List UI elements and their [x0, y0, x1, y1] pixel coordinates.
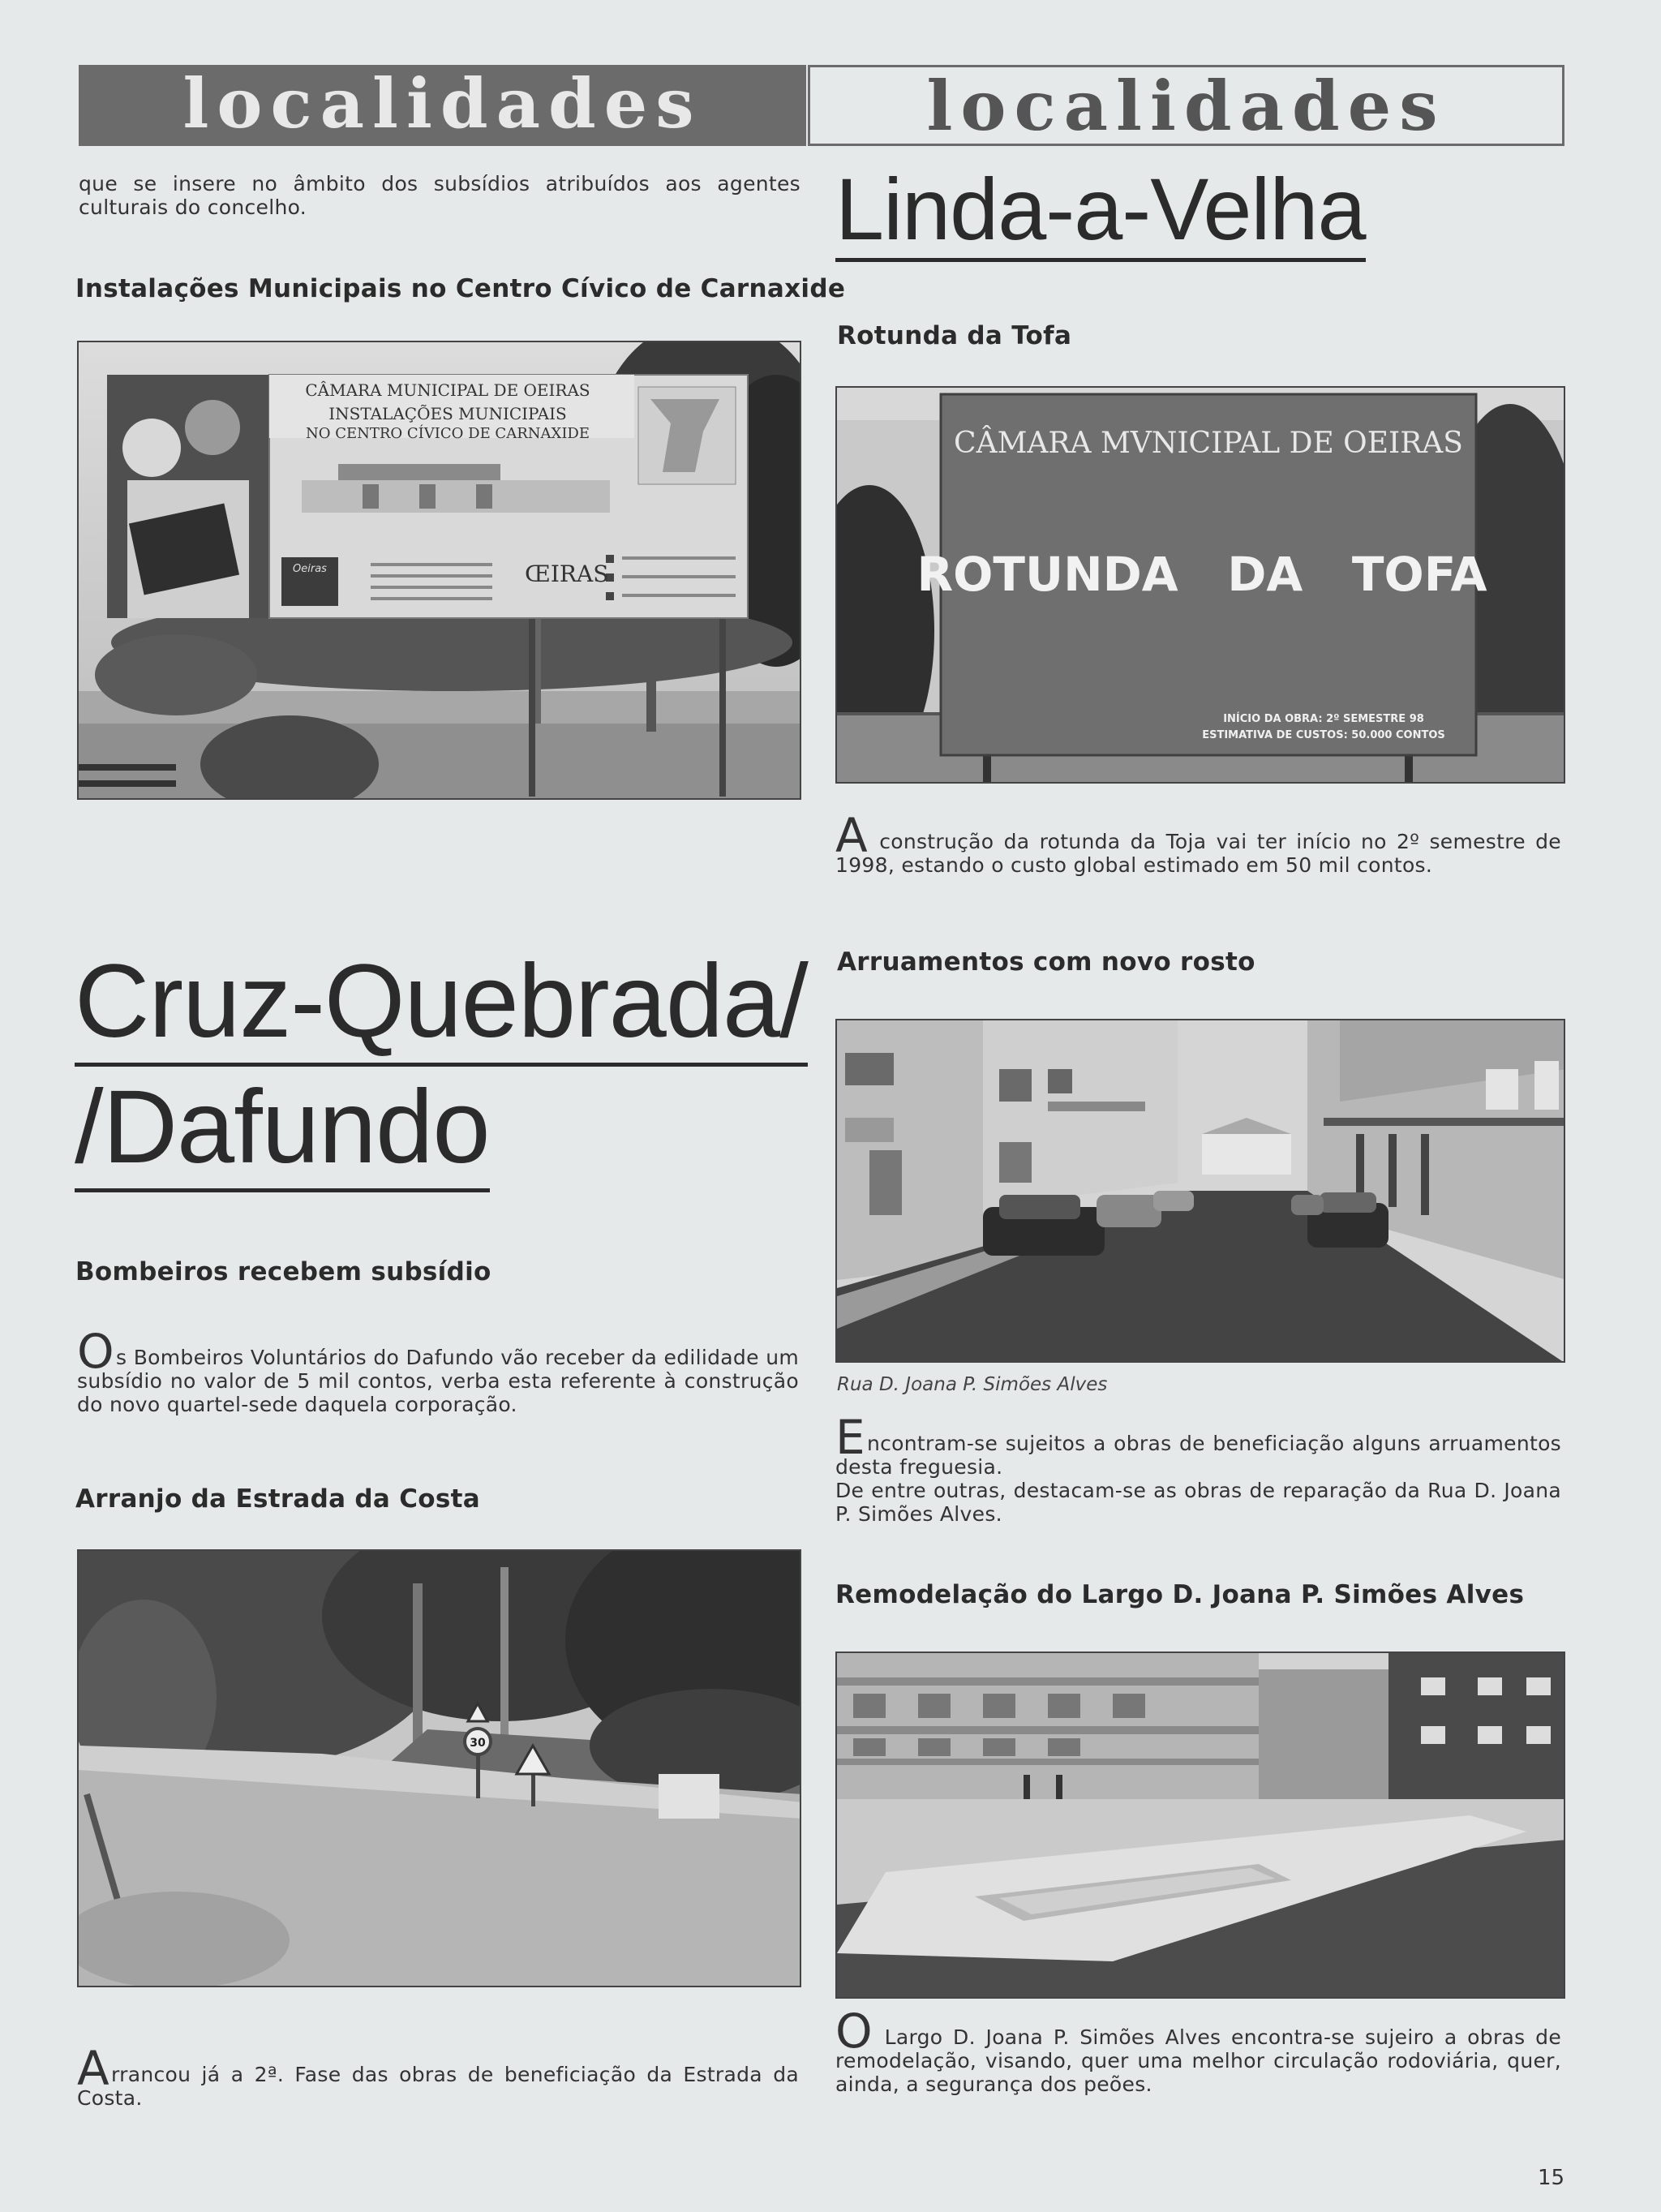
tofa-body: construção da rotunda da Toja vai ter início no 2º semestre de 1998, estando o custo global estimado em 50 mil contos. [835, 830, 1561, 877]
tofa-text [835, 808, 1561, 877]
arruamentos-photo [835, 1019, 1565, 1363]
arruamentos-dropcap: E [835, 1410, 865, 1465]
largo-dropcap: O [835, 2004, 873, 2059]
section-title-cruz-quebrada [75, 941, 808, 1192]
largo-text [835, 2004, 1561, 2096]
arruamentos-body1: ncontram-se sujeitos a obras de beneficiação alguns arruamentos desta freguesia. [835, 1432, 1561, 1479]
arruamentos-caption: Rua D. Joana P. Simões Alves [837, 1374, 1108, 1395]
estrada-photo [77, 1549, 801, 1987]
estrada-text [77, 2041, 799, 2110]
tofa-sign-line1: CÂMARA MVNICIPAL DE OEIRAS [954, 427, 1463, 460]
intro-text: que se insere no âmbito dos subsídios atribuídos aos agentes culturais do concelho. [79, 172, 800, 219]
arruamentos-text [835, 1410, 1561, 1526]
largo-body: Largo D. Joana P. Simões Alves encontra-se sujeiro a obras de remodelação, visando, quer uma melhor circulação rodoviária, quer, ainda, a segurança dos peões. [835, 2025, 1561, 2096]
tofa-heading: Rotunda da Tofa [837, 321, 1072, 350]
section-banner-left: localidades [79, 65, 806, 146]
section-banner-right: localidades [808, 65, 1564, 146]
speed-sign: 30 [470, 1737, 486, 1750]
estrada-heading: Arranjo da Estrada da Costa [75, 1484, 480, 1514]
tofa-photo [835, 386, 1565, 784]
section-title-text: Linda-a-Velha [835, 161, 1366, 262]
estrada-body: rrancou já a 2ª. Fase das obras de beneficiação da Estrada da Costa. [77, 2063, 799, 2110]
tofa-sign-line4: ESTIMATIVA DE CUSTOS: 50.000 CONTOS [1202, 729, 1445, 741]
tofa-sign-line2: ROTUNDA DA TOFA [916, 547, 1487, 602]
arruamentos-body2: De entre outras, destacam-se as obras de reparação da Rua D. Joana P. Simões Alves. [835, 1479, 1561, 1526]
largo-photo [835, 1651, 1565, 1999]
largo-heading: Remodelação do Largo D. Joana P. Simões Alves [835, 1580, 1525, 1609]
svg-text:ŒIRAS: ŒIRAS [525, 561, 609, 587]
bombeiros-body: s Bombeiros Voluntários do Dafundo vão receber da edilidade um subsídio no valor de 5 mil contos, verba esta referente à construção do novo quartel-sede daquela corporação. [77, 1346, 799, 1416]
carnaxide-sign-line1: CÂMARA MUNICIPAL DE OEIRAS [305, 380, 590, 400]
section-title-line1: Cruz-Quebrada/ [75, 941, 808, 1067]
section-title-linda-a-velha [835, 161, 1366, 262]
section-title-line2: /Dafundo [75, 1067, 490, 1192]
page-number: 15 [1538, 2166, 1565, 2190]
carnaxide-sign-line3: NO CENTRO CÍVICO DE CARNAXIDE [305, 425, 590, 442]
bombeiros-text [77, 1324, 799, 1416]
carnaxide-heading: Instalações Municipais no Centro Cívico de Carnaxide [75, 274, 846, 303]
tofa-dropcap: A [835, 808, 868, 863]
arruamentos-heading: Arruamentos com novo rosto [837, 947, 1255, 977]
tofa-sign-line3: INÍCIO DA OBRA: 2º SEMESTRE 98 [1223, 713, 1424, 725]
estrada-dropcap: A [77, 2041, 109, 2096]
oeiras-logo: Oeiras [293, 563, 327, 575]
bombeiros-dropcap: O [77, 1324, 114, 1379]
carnaxide-sign-line2: INSTALAÇÕES MUNICIPAIS [328, 404, 567, 423]
bombeiros-heading: Bombeiros recebem subsídio [75, 1257, 491, 1286]
carnaxide-photo [77, 341, 801, 800]
